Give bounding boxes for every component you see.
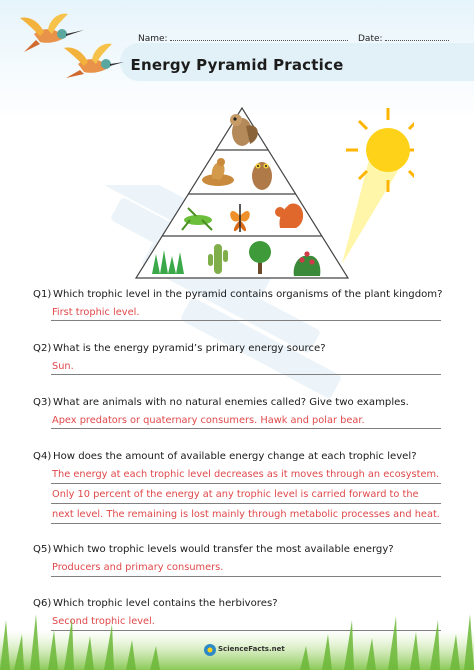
answer-rule [51, 320, 441, 321]
question-1 [33, 288, 443, 301]
question-text: Which trophic level contains the herbivores? [53, 598, 278, 609]
question-text: How does the amount of available energy change at each trophic level? [53, 451, 417, 462]
sun-beam [342, 156, 402, 264]
logo-text: ScienceFacts.net [218, 645, 285, 653]
answer-rule [51, 503, 441, 504]
name-label: Name: [138, 34, 168, 44]
question-number: Q1) [33, 289, 52, 300]
answer-line[interactable]: next level. The remaining is lost mainly through metabolic processes and heat. [52, 509, 440, 520]
question-text: What are animals with no natural enemies called? Give two examples. [53, 397, 409, 408]
question-number: Q5) [33, 544, 52, 555]
page-title: Energy Pyramid Practice [130, 56, 344, 74]
question-2 [33, 342, 443, 355]
answer-line[interactable]: Producers and primary consumers. [52, 562, 224, 573]
answer-line[interactable]: Sun. [52, 361, 74, 372]
answer-rule [51, 428, 441, 429]
owl-icon [252, 162, 272, 190]
question-text: Which trophic level in the pyramid contains organisms of the plant kingdom? [53, 289, 443, 300]
question-number: Q4) [33, 451, 52, 462]
question-text: Which two trophic levels would transfer the most available energy? [53, 544, 394, 555]
answer-rule [51, 576, 441, 577]
date-field[interactable] [358, 33, 449, 44]
question-3 [33, 396, 443, 409]
answer-line[interactable]: Only 10 percent of the energy at any trophic level is carried forward to the [52, 489, 419, 500]
energy-pyramid [130, 104, 414, 286]
question-number: Q3) [33, 397, 52, 408]
name-field[interactable] [138, 33, 348, 44]
question-text: What is the energy pyramid’s primary energy source? [53, 343, 326, 354]
date-label: Date: [358, 34, 383, 44]
answer-line[interactable]: Apex predators or quaternary consumers. Hawk and polar bear. [52, 415, 365, 426]
answer-line[interactable]: First trophic level. [52, 307, 140, 318]
answer-line[interactable]: Second trophic level. [52, 616, 155, 627]
question-4 [33, 450, 443, 463]
answer-line[interactable]: The energy at each trophic level decreases as it moves through an ecosystem. [52, 469, 440, 480]
answer-rule [51, 483, 441, 484]
answer-rule [51, 523, 441, 524]
question-5 [33, 543, 443, 556]
question-number: Q2) [33, 343, 52, 354]
answer-rule [51, 374, 441, 375]
question-number: Q6) [33, 598, 52, 609]
